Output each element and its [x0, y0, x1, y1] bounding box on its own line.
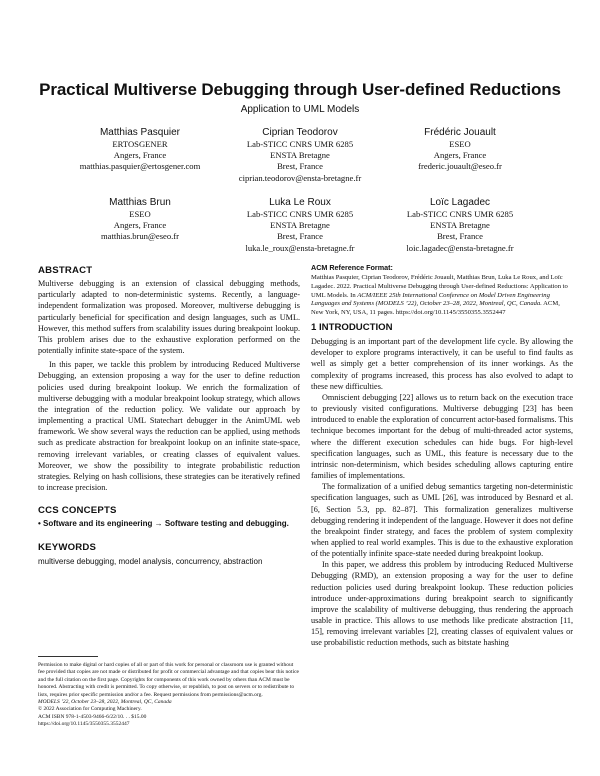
intro-paragraph: Debugging is an important part of the development life cycle. By allowing the developer to explore programs interactively, it can be useful to find faults as well as simply get a better comprehension of its inner workings. As the complexity of programs increased, this process has also evolved to adapt to these new difficulties.: [311, 337, 573, 391]
acm-reference-text: Matthias Pasquier, Ciprian Teodorov, Frédéric Jouault, Matthias Brun, Luka Le Roux, and Loïc Lagadec. 2022. Practical Multiverse Debugging through User-defined Reductions: Application to UML Models. In: [311, 273, 568, 299]
footnote-divider: [38, 656, 98, 657]
paper-subtitle: Application to UML Models: [240, 104, 360, 115]
acm-reference-heading: ACM Reference Format:: [311, 263, 393, 272]
author-email: luka.le_roux@ensta-bretagne.fr: [245, 242, 355, 253]
isbn-line: ACM ISBN 978-1-4503-9466-6/22/10. . . $15.00: [38, 713, 147, 720]
abstract-paragraph: In this paper, we tackle this problem by introducing Reduced Multiverse Debugging, an extension proposing a way for the user to define reduction policies used during breakpoint lookup. We enrich the formalization of multiverse debugging with a modular breakpoint lookup strategy, which allows the integration of the reduction policy. We validate our approach by implementing a practical UML Statechart debugger in the AnimUML web framework. We show several ways the reduction can be applied, using methods such as predicate abstraction for breakpoint lookup on an infinite state-space, removing irrelevant variables, or creating classes of equivalent values. Moreover, we show the possibility to integrate probabilistic reduction strategies. Relying on hash collisions, these strategies can be iteratively refined to increase precision.: [38, 360, 300, 492]
author-name: Frédéric Jouault: [424, 127, 496, 138]
author-block: [370, 196, 550, 254]
author-affiliation: ERTOSGENER: [112, 139, 168, 149]
author-affiliation: ESEO: [129, 209, 151, 219]
right-column: [311, 322, 573, 649]
doi-link[interactable]: https://doi.org/10.1145/3550355.3552447: [38, 721, 130, 728]
author-affiliation: Lab-STICC CNRS UMR 6285: [406, 209, 514, 219]
author-block: [50, 196, 230, 243]
author-affiliation: Lab-STICC CNRS UMR 6285: [246, 139, 354, 149]
author-affiliation: ESEO: [449, 139, 471, 149]
introduction-heading: 1 INTRODUCTION: [311, 322, 393, 333]
author-location: Brest, France: [277, 161, 323, 172]
author-location: Angers, France: [433, 150, 487, 161]
author-name: Luka Le Roux: [269, 197, 331, 208]
author-email: frederic.jouault@eseo.fr: [418, 161, 502, 172]
acm-reference: [311, 264, 573, 318]
author-name: Ciprian Teodorov: [262, 127, 338, 138]
copyright-line: © 2022 Association for Computing Machinery.: [38, 706, 142, 713]
author-email: matthias.pasquier@ertosgener.com: [79, 161, 201, 172]
author-institution: ENSTA Bretagne: [270, 150, 330, 161]
permission-text: Permission to make digital or hard copies of all or part of this work for personal or classroom use is granted without fee provided that copies are not made or distributed for profit or commercial advantage and that copies bear this notice and the full citation on the first page. Copyrights for components of this work owned by others than ACM must be honored. Abstracting with credit is permitted. To copy otherwise, or republish, to post on servers or to redistribute to lists, requires prior specific permission and/or a fee. Request permissions from permissions@acm.org.: [38, 662, 300, 698]
author-email: loic.lagadec@ensta-bretagne.fr: [406, 242, 514, 253]
author-location: Angers, France: [113, 220, 167, 231]
acm-reference-text-end: ACM, New York, NY, USA, 11 pages. https://doi.org/10.1145/3550355.3552447: [311, 300, 560, 317]
permission-footnote: [38, 662, 300, 729]
author-location: Brest, France: [437, 231, 483, 242]
abstract-heading: ABSTRACT: [38, 265, 93, 276]
conference-line: MODELS ’22, October 23–28, 2022, Montreal, QC, Canada: [38, 699, 172, 706]
author-block: [50, 126, 230, 173]
author-block: [370, 126, 550, 173]
author-email: ciprian.teodorov@ensta-bretagne.fr: [238, 172, 362, 183]
keywords-text: multiverse debugging, model analysis, concurrency, abstraction: [38, 556, 263, 566]
paper-title: Practical Multiverse Debugging through User-defined Reductions: [39, 80, 561, 99]
author-name: Loïc Lagadec: [429, 197, 491, 208]
author-location: Angers, France: [113, 150, 167, 161]
author-block: [210, 196, 390, 254]
author-institution: ENSTA Bretagne: [430, 220, 490, 231]
author-block: [210, 126, 390, 184]
intro-paragraph: The formalization of a unified debug semantics targeting non-deterministic specification languages, such as UML [26], was introduced by Besnard et al. [6, Section 5.3, pp. 82–87]. This formalization generalizes multiverse debugging rendering it independent of the language. However it does not define the breakpoint finder strategy, and faces the problem of system complexity when applied to real world examples. This is due to the exhaustive exploration of the potentially infinite space-state needed during breakpoint lookup.: [311, 482, 573, 559]
ccs-heading: CCS CONCEPTS: [38, 505, 117, 517]
intro-paragraph: Omniscient debugging [22] allows us to return back on the execution trace to previously visited configurations. Multiverse debugging [23] has been introduced to enable the exploration of concurrent actor-based formalisms. This technique becomes important for the debug of multi-threaded actor systems, where the different execution schedules can hide bugs. For high-level specification languages, such as UML, this feature is necessary due to the intrinsic non-determinism, which besides scheduling allows capturing entire families of implementations.: [311, 392, 573, 481]
author-location: Brest, France: [277, 231, 323, 242]
abstract-paragraph: Multiverse debugging is an extension of classical debugging methods, particularly adapted to non-deterministic systems. Recently, a language-independent formalization was proposed. Moreover, multiverse debugging is particularly beneficial for specification and design languages, such as UML. However, this method suffers from scalability issues during breakpoint lookup. This problem arises due to the exhaustive exploration performed on the potentially infinite state-space of the system.: [38, 279, 300, 356]
author-affiliation: Lab-STICC CNRS UMR 6285: [246, 209, 354, 219]
author-email: matthias.brun@eseo.fr: [100, 231, 180, 242]
acm-reference-venue: ACM/IEEE 25th International Conference on Model Driven Engineering Languages and Systems (MODELS ’22), October 23–28, 2022, Montreal, QC, Canada.: [311, 291, 550, 308]
ccs-concepts: • Software and its engineering → Software testing and debugging.: [38, 519, 289, 529]
author-name: Matthias Brun: [109, 197, 171, 208]
keywords-heading: KEYWORDS: [38, 541, 97, 553]
intro-paragraph: In this paper, we address this problem by introducing Reduced Multiverse Debugging (RMD), an extension proposing a way for the user to define reduction policies used during breakpoint lookup. These reduction policies introduce under-approximations during breakpoint search to significantly improve the scalability of multiverse debugging, thus rendering the approach usable in practice. This allows to use methods like predicate abstraction [11, 15], removing irrelevant variables [2], creating classes of equivalent values or use probabilistic reduction methods, such as bitstate hashing: [311, 560, 573, 648]
author-name: Matthias Pasquier: [99, 127, 181, 138]
author-institution: ENSTA Bretagne: [270, 220, 330, 231]
left-column: [38, 265, 300, 567]
